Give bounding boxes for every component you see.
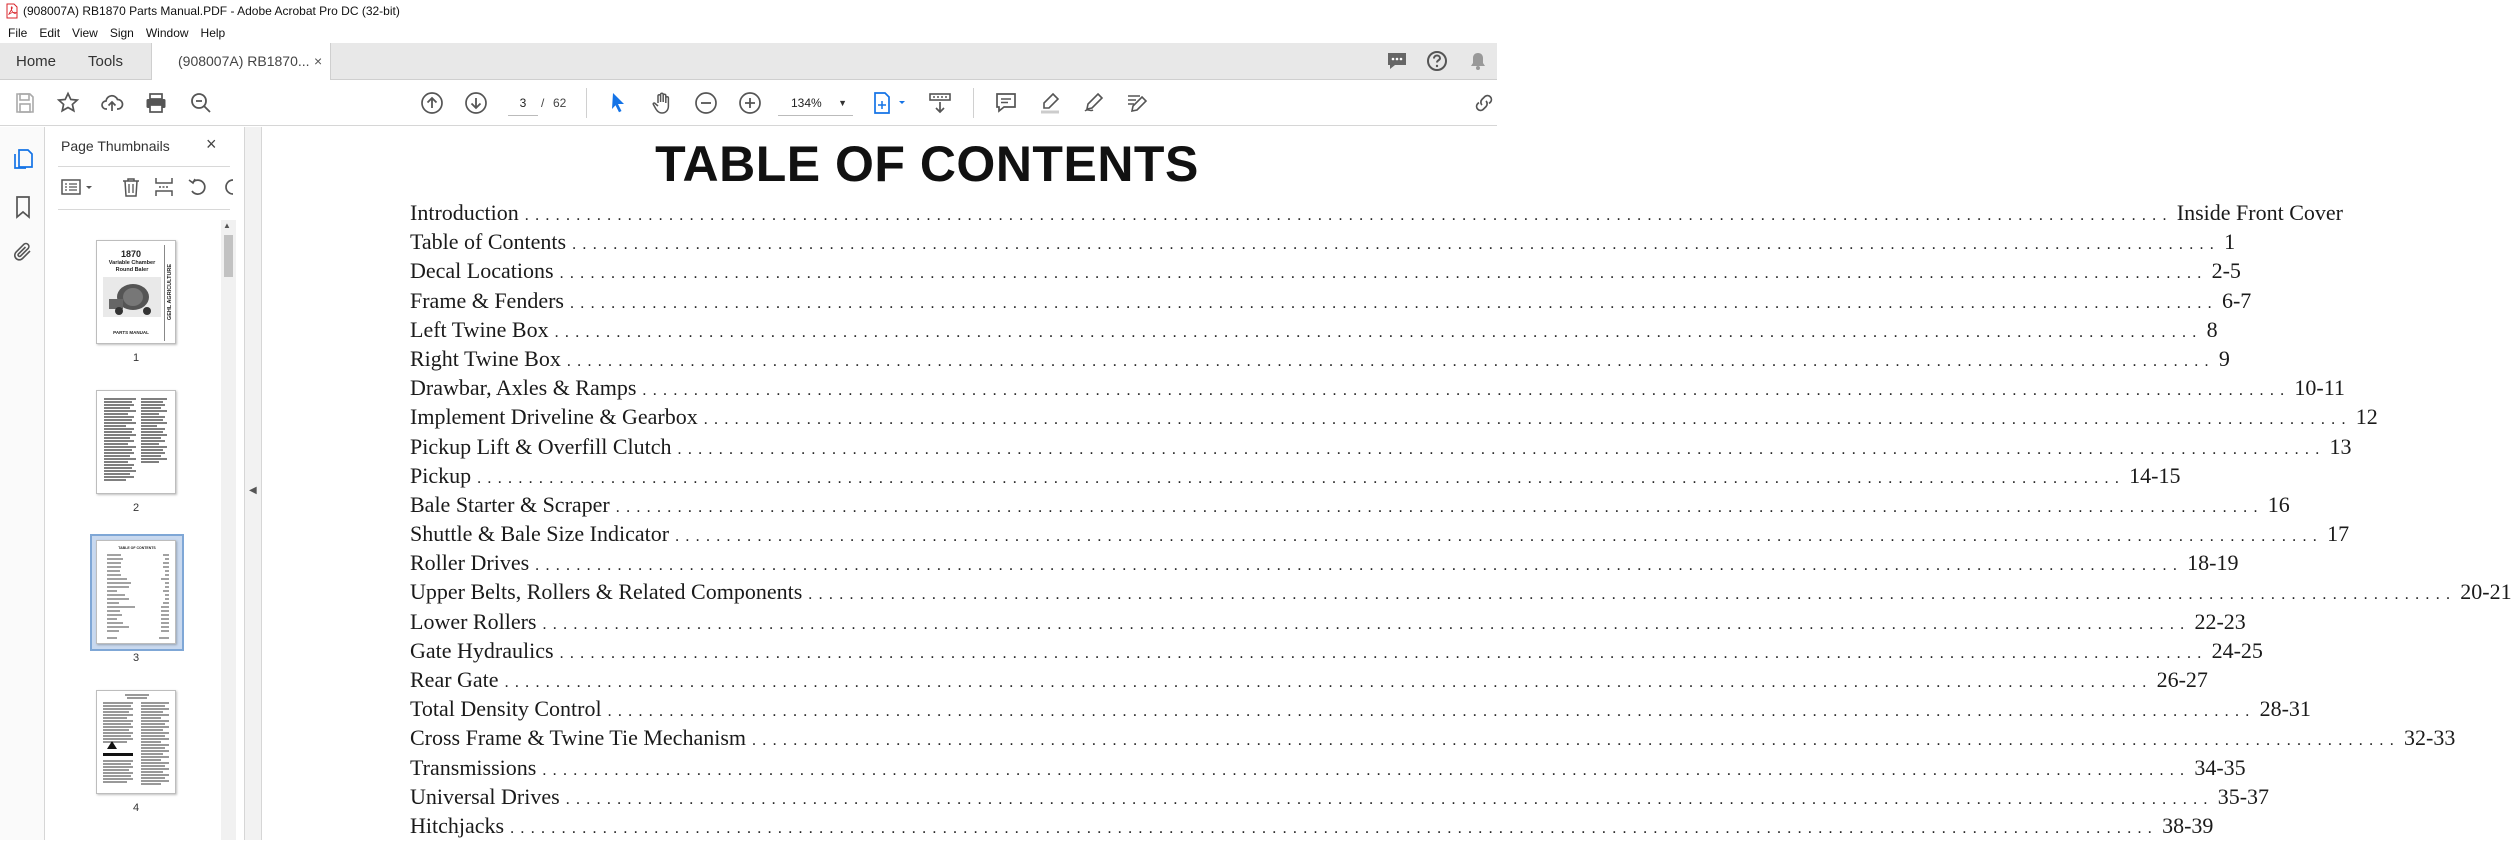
toc-entry-label: Table of Contents — [410, 229, 567, 255]
cover-footer: PARTS MANUAL — [113, 330, 149, 335]
toc-leader-dots: ................................................................................................................................................................ — [559, 644, 2208, 662]
zoom-search-icon[interactable] — [189, 91, 213, 115]
panel-collapse-handle[interactable] — [245, 127, 262, 840]
next-page-icon[interactable] — [464, 91, 488, 115]
extract-page-icon[interactable] — [153, 176, 175, 203]
toc-leader-dots: ................................................................................................................................................................ — [703, 411, 2352, 429]
toc-entry-label: Gate Hydraulics — [410, 637, 554, 663]
toc-leader-dots: ................................................................................................................................................................ — [504, 674, 2153, 691]
toc-entry — [410, 637, 2263, 667]
panel-divider — [58, 166, 230, 167]
page-fit-icon[interactable] — [872, 91, 908, 115]
toc-leader-dots: ................................................................................................................................................................ — [569, 294, 2218, 312]
toc-entry-label: Decal Locations — [410, 258, 554, 284]
thumbnail-label: 3 — [132, 652, 140, 664]
tab-document-label: (908007A) RB1870... — [178, 53, 310, 69]
toc-entry — [410, 287, 2252, 317]
toc-leader-dots: ................................................................................................................................................................ — [554, 323, 2203, 341]
attachments-paperclip-icon[interactable] — [11, 240, 35, 264]
baler-photo — [103, 277, 161, 317]
toc-entry-page: 28-31 — [2259, 696, 2311, 722]
table-of-contents — [410, 200, 2512, 842]
scroll-mode-icon[interactable] — [928, 91, 952, 115]
toc-leader-dots: ................................................................................................................................................................ — [565, 790, 2214, 808]
select-cursor-icon[interactable] — [606, 91, 630, 115]
toc-entry-label: Total Density Control — [410, 696, 602, 722]
delete-page-icon[interactable] — [120, 176, 142, 203]
toc-leader-dots: ................................................................................................................................................................ — [510, 819, 2159, 837]
chevron-down-icon: ▼ — [838, 98, 847, 108]
toc-entry — [410, 579, 2512, 608]
fill-sign-icon[interactable] — [1125, 91, 1149, 115]
zoom-out-icon[interactable] — [694, 91, 718, 115]
toc-entry-label: Upper Belts, Rollers & Related Components — [410, 579, 803, 605]
toc-entry — [410, 375, 2345, 404]
comment-bubble-icon[interactable] — [1386, 51, 1408, 76]
thumbnail-page-2[interactable] — [96, 390, 176, 494]
toc-entry-page: 14-15 — [2129, 462, 2181, 488]
toc-entry-label: Cross Frame & Twine Tie Mechanism — [410, 725, 746, 751]
toc-entry-label: Rear Gate — [410, 667, 499, 692]
zoom-level-value: 134% — [791, 96, 822, 110]
panel-divider — [58, 209, 230, 210]
toc-entry-label: Right Twine Box — [410, 345, 561, 371]
page-thumbnails-icon[interactable] — [11, 147, 35, 171]
toc-leader-dots: ................................................................................................................................................................ — [752, 732, 2400, 750]
toc-entry — [410, 462, 2181, 492]
toc-entry-page: 10-11 — [2294, 375, 2345, 401]
toc-entry-label: Universal Drives — [410, 783, 560, 809]
thumbnail-page-3[interactable] — [96, 540, 176, 644]
menu-window[interactable]: Window — [145, 25, 189, 40]
panel-close-icon[interactable]: × — [206, 134, 217, 154]
tab-bar — [0, 43, 1497, 80]
toc-entry — [410, 550, 2239, 579]
toc-entry — [410, 812, 2214, 842]
toc-entry-label: Roller Drives — [410, 550, 530, 576]
toc-entry — [410, 258, 2241, 287]
toc-leader-dots: ................................................................................................................................................................ — [559, 265, 2208, 283]
acrobat-pdf-icon — [6, 4, 18, 18]
zoom-in-icon[interactable] — [738, 91, 762, 115]
menu-edit[interactable]: Edit — [39, 25, 61, 40]
tab-tools[interactable]: Tools — [88, 53, 124, 70]
toolbar-divider — [586, 88, 587, 118]
toc-leader-dots: ................................................................................................................................................................ — [542, 761, 2191, 779]
toc-entry-label: Frame & Fenders — [410, 287, 564, 313]
toc-entry — [410, 696, 2311, 725]
bookmark-star-icon[interactable] — [56, 91, 80, 115]
menu-bar — [0, 22, 1497, 43]
page-thumbnails-panel — [45, 127, 245, 840]
notification-bell-icon[interactable] — [1469, 51, 1487, 76]
toc-leader-dots: ................................................................................................................................................................ — [524, 207, 2173, 224]
menu-view[interactable]: View — [72, 25, 98, 40]
toc-entry-page: 32-33 — [2404, 725, 2456, 751]
save-icon[interactable] — [13, 91, 37, 115]
toc-entry — [410, 754, 2246, 784]
toc-entry-label: Hitchjacks — [410, 812, 505, 838]
print-icon[interactable] — [144, 91, 168, 115]
toc-entry-page: 17 — [2327, 521, 2350, 547]
thumbnail-label: 1 — [132, 352, 140, 364]
cover-brand-strip — [164, 245, 174, 341]
toc-leader-dots: ................................................................................................................................................................ — [535, 557, 2184, 575]
toc-entry — [410, 200, 2343, 229]
toc-entry — [410, 433, 2352, 463]
page-total: 62 — [553, 96, 567, 110]
toc-leader-dots: ................................................................................................................................................................ — [542, 615, 2191, 633]
toc-entry-label: Lower Rollers — [410, 608, 537, 634]
toc-entry-page: 38-39 — [2162, 812, 2214, 838]
document-title: TABLE OF CONTENTS — [655, 136, 1199, 192]
toc-entry-page: 18-19 — [2187, 550, 2239, 576]
hand-tool-icon[interactable] — [650, 91, 674, 115]
upload-cloud-icon[interactable] — [100, 91, 124, 115]
toolbar — [0, 80, 1497, 126]
menu-sign[interactable]: Sign — [109, 25, 134, 40]
toolbar-divider — [973, 88, 974, 118]
panel-title: Page Thumbnails — [61, 138, 170, 154]
zoom-level-select[interactable] — [778, 90, 853, 116]
tab-home[interactable]: Home — [16, 53, 57, 70]
toc-entry-label: Shuttle & Bale Size Indicator — [410, 521, 670, 547]
tab-close-icon[interactable]: × — [314, 53, 323, 69]
toc-entry-label: Implement Driveline & Gearbox — [410, 404, 698, 430]
scrollbar-thumb[interactable] — [224, 235, 233, 277]
toc-leader-dots: ................................................................................................................................................................ — [566, 352, 2215, 370]
toc-leader-dots: ................................................................................................................................................................ — [607, 703, 2256, 721]
toc-entry-page: 16 — [2267, 491, 2290, 517]
thumb-heading: TABLE OF CONTENTS — [118, 546, 156, 550]
thumbnail-page-4[interactable] — [96, 690, 176, 794]
toc-entry-page: 8 — [2206, 316, 2218, 342]
thumbnail-label: 2 — [132, 502, 140, 514]
collapse-arrow-icon: ◀ — [249, 485, 257, 496]
cover-brand-text: GEHL AGRICULTURE — [167, 263, 173, 321]
thumbnail-page-1[interactable] — [96, 240, 176, 344]
tab-document[interactable] — [151, 43, 331, 81]
toc-entry-label: Bale Starter & Scraper — [410, 491, 610, 517]
toc-entry — [410, 491, 2290, 521]
toc-entry-page: 9 — [2218, 345, 2230, 371]
toc-entry-page: 1 — [2224, 229, 2236, 255]
toc-entry-label: Transmissions — [410, 754, 537, 780]
toc-entry — [410, 521, 2350, 550]
page-3-text-preview — [97, 541, 177, 645]
toc-entry-page: 2-5 — [2211, 258, 2241, 284]
thumbnail-scrollbar[interactable] — [221, 220, 236, 840]
toc-entry-label: Pickup Lift & Overfill Clutch — [410, 433, 672, 459]
toc-entry-label: Pickup — [410, 462, 472, 488]
scroll-up-arrow-icon[interactable]: ▲ — [223, 221, 231, 230]
toc-entry — [410, 229, 2236, 258]
toc-leader-dots: ................................................................................................................................................................ — [675, 528, 2324, 546]
thumbnail-tools — [59, 176, 245, 200]
toc-leader-dots: ................................................................................................................................................................ — [615, 498, 2264, 516]
toc-entry-page: 20-21 — [2460, 579, 2512, 605]
toc-entry-page: 12 — [2355, 404, 2378, 430]
page-number-input[interactable]: 3 — [508, 90, 538, 116]
toc-entry — [410, 725, 2456, 754]
options-menu-icon[interactable] — [61, 178, 95, 203]
toc-leader-dots: ................................................................................................................................................................ — [808, 586, 2457, 604]
toc-entry — [410, 345, 2230, 375]
toc-entry-page: 6-7 — [2221, 287, 2252, 313]
cover-heading: 1870 — [120, 249, 142, 259]
toc-entry — [410, 667, 2208, 696]
page-4-text-preview — [97, 691, 177, 795]
highlight-pen-icon[interactable] — [1038, 91, 1062, 115]
toc-entry-page: Inside Front Cover — [2176, 200, 2343, 225]
toc-entry-page: 26-27 — [2156, 667, 2208, 692]
rotate-clockwise-icon[interactable] — [219, 176, 231, 203]
draw-sign-icon[interactable] — [1082, 91, 1106, 115]
toc-leader-dots: ................................................................................................................................................................ — [642, 382, 2291, 400]
toc-entry — [410, 404, 2378, 433]
comment-icon[interactable] — [994, 91, 1018, 115]
help-icon[interactable] — [1426, 50, 1448, 77]
toc-entry — [410, 783, 2270, 813]
title-bar — [0, 0, 1497, 22]
toc-entry-label: Introduction — [410, 200, 519, 225]
share-link-icon[interactable] — [1472, 91, 1496, 115]
navigation-rail — [0, 127, 45, 840]
toc-entry — [410, 316, 2218, 346]
toc-entry-page: 22-23 — [2194, 608, 2246, 634]
rotate-counterclockwise-icon[interactable] — [187, 176, 209, 203]
thumbnail-label: 4 — [132, 802, 140, 814]
window-title: (908007A) RB1870 Parts Manual.PDF - Adobe Acrobat Pro DC (32-bit) — [23, 4, 400, 18]
document-view[interactable] — [262, 127, 2512, 840]
previous-page-icon[interactable] — [420, 91, 444, 115]
page-separator: / — [541, 96, 545, 110]
page-2-text-preview — [97, 391, 177, 495]
bookmarks-icon[interactable] — [11, 195, 35, 219]
cover-subtitle: Variable Chamber Round Baler — [108, 260, 156, 273]
toc-entry-page: 35-37 — [2217, 783, 2270, 809]
toc-entry-label: Drawbar, Axles & Ramps — [410, 375, 637, 401]
toc-leader-dots: ................................................................................................................................................................ — [477, 469, 2126, 487]
menu-file[interactable]: File — [8, 25, 28, 40]
toc-entry — [410, 608, 2246, 638]
toc-entry-page: 24-25 — [2211, 637, 2263, 663]
toc-leader-dots: ................................................................................................................................................................ — [572, 236, 2221, 254]
toc-entry-page: 13 — [2329, 433, 2352, 459]
toc-leader-dots: ................................................................................................................................................................ — [677, 440, 2326, 458]
toc-entry-label: Left Twine Box — [410, 316, 549, 342]
toc-entry-page: 34-35 — [2194, 754, 2246, 780]
menu-help[interactable]: Help — [200, 25, 226, 40]
